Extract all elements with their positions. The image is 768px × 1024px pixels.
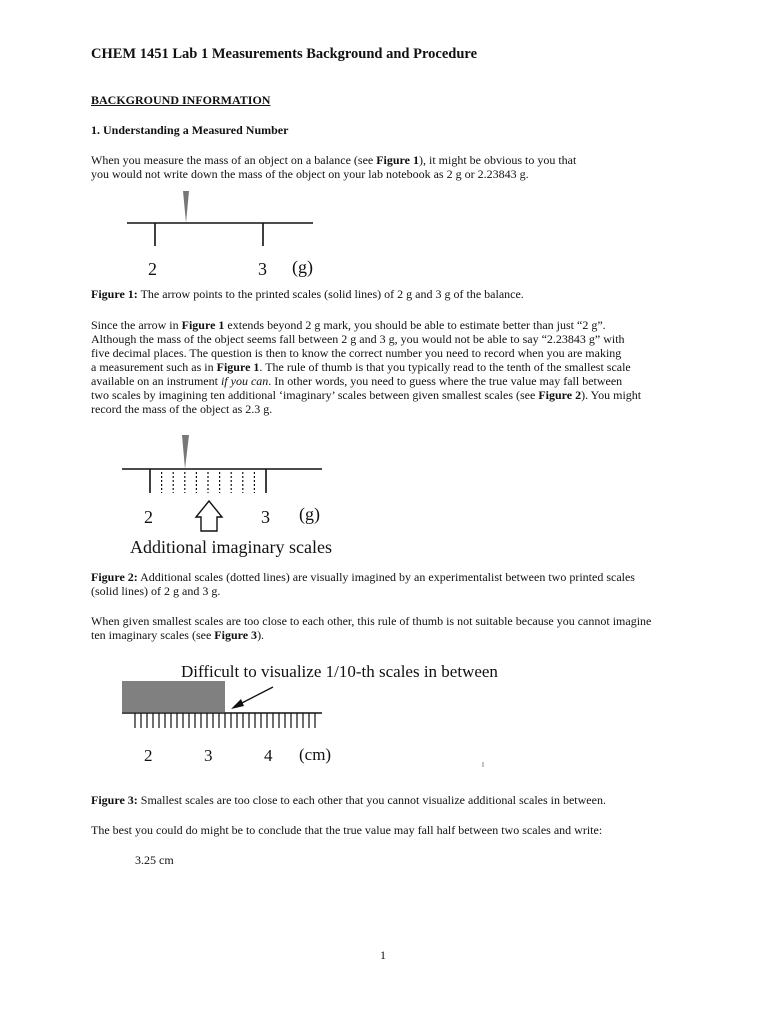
paragraph-line: five decimal places. The question is then to know the correct number you need to record when you are making (91, 346, 622, 360)
text-run: ten imaginary scales (see (91, 628, 215, 642)
pointer-arrow (182, 435, 189, 469)
paragraph-line (91, 153, 691, 167)
text-run: two scales by imagining ten additional ‘imaginary’ scales between given smallest scales (see (91, 388, 539, 402)
tick-label-3: 3 (261, 507, 270, 527)
figure-3-scale (115, 656, 498, 771)
text-run: ), it might be obvious to you that (419, 153, 577, 167)
imaginary-scale-ticks (162, 472, 255, 493)
figure-1-scale (120, 188, 340, 283)
tick-label-3: 3 (258, 259, 267, 279)
caption-line: (solid lines) of 2 g and 3 g. (91, 584, 221, 598)
figure-3 (115, 656, 498, 771)
text-run: ). You might (581, 388, 642, 402)
unit-label: (g) (292, 257, 313, 277)
tick-label-3: 3 (204, 746, 213, 765)
caption-line (91, 570, 691, 584)
paragraph-1 (91, 153, 691, 181)
text-run: Since the arrow in (91, 318, 182, 332)
tick-label-2: 2 (148, 259, 157, 279)
unit-label: (g) (299, 504, 320, 524)
caption-text: The arrow points to the printed scales (solid lines) of 2 g and 3 g of the balance. (137, 287, 524, 301)
caption-line (91, 287, 691, 301)
unit-label: (cm) (299, 745, 332, 764)
caption-label: Figure 2: (91, 570, 138, 584)
caption-text: Additional scales (dotted lines) are visually imagined by an experimentalist between two printed scales (137, 570, 635, 584)
figure-reference: Figure 1 (216, 360, 260, 374)
scale-ticks (135, 713, 315, 728)
annotation-label: Difficult to visualize 1/10-th scales in between (181, 662, 498, 681)
tick-label-2: 2 (144, 507, 153, 527)
up-arrow-icon (196, 501, 222, 531)
caption-line (91, 793, 691, 807)
italic-run: if you can (220, 374, 269, 388)
paragraph-3 (91, 614, 691, 642)
text-run: available on an instrument (91, 374, 221, 388)
tick-label-4: 4 (264, 746, 273, 765)
figure-1 (120, 188, 340, 283)
paragraph-line: When given smallest scales are too close to each other, this rule of thumb is not suitable because you cannot imagine (91, 614, 652, 628)
caption-label: Figure 3: (91, 793, 138, 807)
arrow-head-icon (231, 699, 244, 709)
paragraph-line: you would not write down the mass of the object on your lab notebook as 2 g or 2.23843 g. (91, 167, 529, 181)
paragraph-line: Although the mass of the object seems fall between 2 g and 3 g, you would not be able to say “2.23843 g” with (91, 332, 625, 346)
paragraph-2 (91, 318, 691, 416)
text-run: . In other words, you need to guess where the true value may fall between (268, 374, 623, 388)
figure-reference: Figure 2 (538, 388, 582, 402)
paragraph-line (91, 374, 691, 388)
text-run: ). (257, 628, 265, 642)
page-title: CHEM 1451 Lab 1 Measurements Background and Procedure (91, 46, 478, 62)
caption-text: Smallest scales are too close to each other that you cannot visualize additional scales in between. (137, 793, 606, 807)
paragraph-line: The best you could do might be to conclude that the true value may fall half between two scales and write: (91, 823, 603, 837)
section-heading: BACKGROUND INFORMATION (91, 93, 271, 107)
recorded-value: 3.25 cm (135, 853, 174, 867)
figure-1-caption (91, 287, 691, 301)
subsection-heading: 1. Understanding a Measured Number (91, 123, 289, 137)
tick-label-2: 2 (144, 746, 153, 765)
figure-3-caption (91, 793, 691, 807)
text-run: extends beyond 2 g mark, you should be able to estimate better than just “2 g”. (224, 318, 606, 332)
figure-2-caption (91, 570, 691, 598)
paragraph-line (91, 628, 691, 642)
text-run: When you measure the mass of an object on a balance (see (91, 153, 377, 167)
annotation-label: Additional imaginary scales (130, 537, 332, 557)
text-run: . The rule of thumb is that you typically read to the tenth of the smallest scale (259, 360, 631, 374)
figure-reference: Figure 1 (376, 153, 419, 167)
paragraph-line: record the mass of the object as 2.3 g. (91, 402, 273, 416)
paragraph-line (91, 318, 691, 332)
caption-label: Figure 1: (91, 287, 138, 301)
figure-reference: Figure 3 (214, 628, 258, 642)
pointer-arrow (183, 191, 189, 223)
paragraph-line (91, 388, 691, 402)
text-run: a measurement such as in (91, 360, 217, 374)
figure-reference: Figure 1 (181, 318, 225, 332)
paragraph-4 (91, 823, 691, 837)
measured-object-bar (122, 681, 225, 712)
figure-2-scale (115, 432, 355, 562)
figure-2 (115, 432, 355, 562)
page-number: 1 (380, 948, 386, 962)
paragraph-line (91, 360, 691, 374)
